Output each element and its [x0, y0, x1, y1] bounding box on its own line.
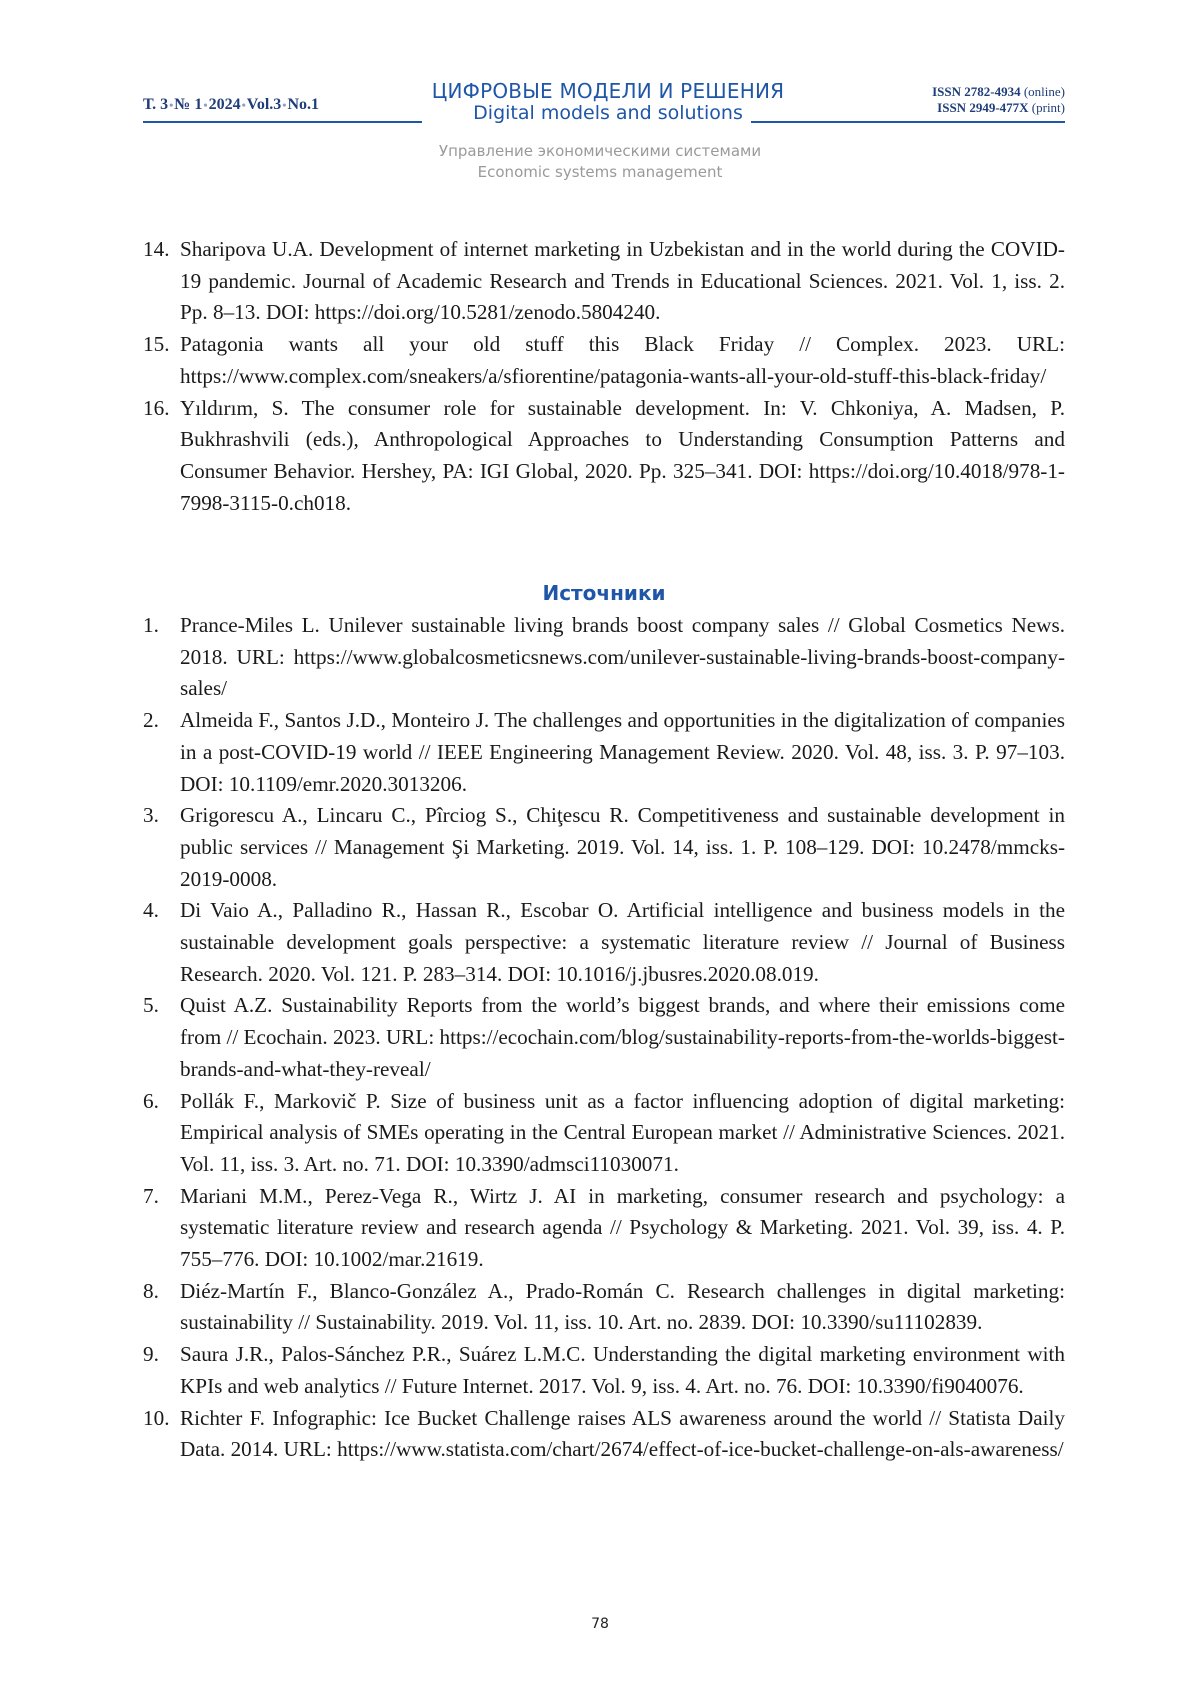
year: 2024 [208, 96, 241, 113]
list-item: 1. Prance-Miles L. Unilever sustainable living brands boost company sales // Global Cosmetics News. 2018. URL: https://www.globalcosmeticsnews.com/unilever-sustainable-living-brands-boost-company-sales/ [143, 613, 1065, 701]
list-item: 4. Di Vaio A., Palladino R., Hassan R., Escobar O. Artificial intelligence and business models in the sustainable development goals perspective: a systematic literature review // Journal of Business Research. 2020. Vol. 121. P. 283–314. DOI: 10.1016/j.jbusres.2020.08.019. [143, 898, 1065, 986]
journal-title-ru: ЦИФРОВЫЕ МОДЕЛИ И РЕШЕНИЯ [431, 79, 785, 103]
sources-heading: Источники [542, 581, 666, 605]
header-rule-left [143, 121, 422, 123]
header-rule-right [751, 121, 1065, 123]
issue-ru: № 1 [174, 96, 203, 113]
list-item: 15. Patagonia wants all your old stuff this Black Friday // Complex. 2023. URL: https://www.complex.com/sneakers/a/sfiorentine/patagonia-wants-all-your-old-stuff-this-black-friday/ [143, 332, 1065, 388]
journal-title-en: Digital models and solutions [473, 102, 743, 124]
list-item: 6. Pollák F., Markovič P. Size of business unit as a factor influencing adoption of digital marketing: Empirical analysis of SMEs operating in the Central European market // Administrative Sciences. 2021. Vol. 11, iss. 3. Art. no. 71. DOI: 10.3390/admsci11030071. [143, 1088, 1065, 1176]
page-number: 78 [591, 1616, 609, 1632]
list-item: 7. Mariani M.M., Perez-Vega R., Wirtz J. AI in marketing, consumer research and psychology: a systematic literature review and research agenda // Psychology & Marketing. 2021. Vol. 39, iss. 4. P. 755–776. DOI: 10.1002/mar.21619. [143, 1183, 1065, 1272]
list-item: 16. Yıldırım, S. The consumer role for sustainable development. In: V. Chkoniya, A. Madsen, P. Bukhrashvili (eds.), Anthropological Approaches to Understanding Consumption Patterns and Consumer Behavior. Hershey, PA: IGI Global, 2020. Pp. 325–341. DOI: https://doi.org/10.4018/978-1-7998-3115-0.ch018. [143, 395, 1065, 515]
volume-ru: Т. 3 [143, 96, 169, 113]
list-item: 8. Diéz-Martín F., Blanco-González A., Prado-Román C. Research challenges in digital marketing: sustainability // Sustainability. 2019. Vol. 11, iss. 10. Art. no. 2839. DOI: 10.3390/su11102839. [143, 1278, 1065, 1335]
section-heading [300, 141, 900, 183]
list-item: 5. Quist A.Z. Sustainability Reports from the world’s biggest brands, and where their emissions come from // Ecochain. 2023. URL: https://ecochain.com/blog/sustainability-reports-from-the-worlds-biggest-brands-and-what-they-reveal/ [143, 993, 1065, 1081]
list-item: 10. Richter F. Infographic: Ice Bucket Challenge raises ALS awareness around the world // Statista Daily Data. 2014. URL: https://www.statista.com/chart/2674/effect-of-ice-bucket-challenge-on-als-awareness/ [143, 1405, 1065, 1462]
section-en: Economic systems management [477, 163, 723, 181]
journal-title [418, 80, 798, 124]
sources-list [143, 610, 1065, 1466]
section-ru: Управление экономическими системами [438, 142, 762, 160]
issn-block [932, 84, 1065, 116]
list-item: 3. Grigorescu A., Lincaru C., Pîrciog S., Chiţescu R. Competitiveness and sustainable development in public services // Management Şi Marketing. 2019. Vol. 14, iss. 1. P. 108–129. DOI: 10.2478/mmcks-2019-0008. [143, 803, 1065, 891]
issn-online: ISSN 2782-4934 (online) [932, 84, 1065, 99]
running-header [143, 80, 1065, 130]
list-item: 14. Sharipova U.A. Development of internet marketing in Uzbekistan and in the world during the COVID-19 pandemic. Journal of Academic Research and Trends in Educational Sciences. 2021. Vol. 1, iss. 2. Pp. 8–13. DOI: https://doi.org/10.5281/zenodo.5804240. [143, 237, 1065, 325]
issue-en: No.1 [287, 96, 320, 113]
issue-info: Т. 3•№ 1•2024•Vol.3•No.1 [143, 96, 320, 113]
issn-print: ISSN 2949-477X (print) [937, 100, 1065, 115]
list-item: 2. Almeida F., Santos J.D., Monteiro J. The challenges and opportunities in the digitalization of companies in a post-COVID-19 world // IEEE Engineering Management Review. 2020. Vol. 48, iss. 3. P. 97–103. DOI: 10.1109/emr.2020.3013206. [143, 708, 1065, 796]
list-item: 9. Saura J.R., Palos-Sánchez P.R., Suárez L.M.C. Understanding the digital marketing environment with KPIs and web analytics // Future Internet. 2017. Vol. 9, iss. 4. Art. no. 76. DOI: 10.3390/fi9040076. [143, 1342, 1065, 1398]
references-continued-list [143, 234, 1065, 519]
volume-en: Vol.3 [246, 96, 282, 113]
